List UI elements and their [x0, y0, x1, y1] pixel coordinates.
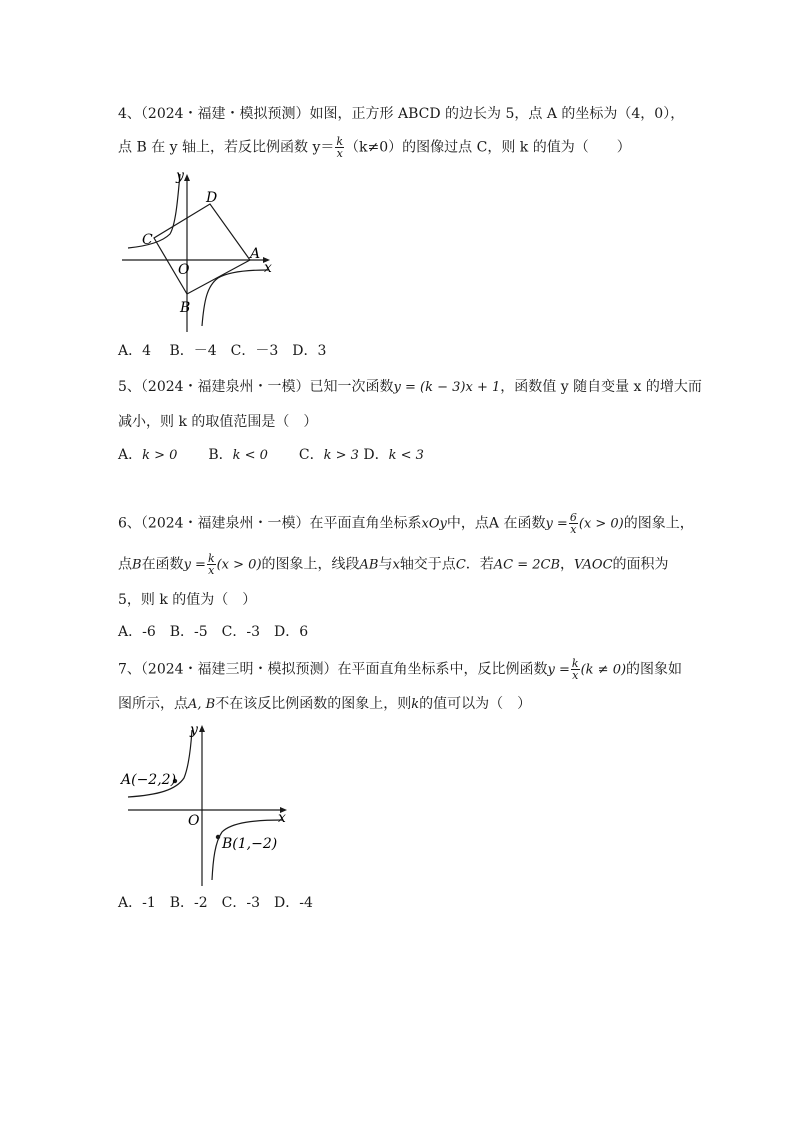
q6-xoy: xOy [421, 516, 447, 532]
q4-square-abcd [154, 204, 250, 294]
q4-label-x: x [264, 260, 272, 276]
q6-frac2-den: x [208, 564, 215, 577]
q5-line1-text-b: ，函数值 y 随自变量 x 的增大而 [500, 379, 702, 395]
q4-label-b: B [180, 300, 191, 316]
q7-line1-text-b: 的图象如 [626, 661, 683, 678]
q7-frac-den: x [572, 669, 579, 682]
q6-fraction-1 [569, 512, 578, 535]
q7-line2-text-b: 不在该反比例函数的图象上，则 [215, 696, 412, 712]
q6-fraction-2 [207, 553, 216, 576]
q6-line2-text-f: ．若 [465, 556, 494, 573]
q6-fn1-lhs: y = [545, 516, 568, 532]
q6-line2-text-a: 点 [118, 556, 132, 573]
q4-line2-text-a: 点 B 在 y 轴上，若反比例函数 y＝ [118, 139, 335, 156]
q5-options [118, 445, 424, 466]
q4-y-arrow [184, 174, 190, 181]
q4-line1: 4、（2024・福建・模拟预测）如图，正方形 ABCD 的边长为 5，点 A 的坐标为（4，0）， [118, 106, 685, 122]
q5-option-a-letter: A． [118, 447, 143, 463]
q7-options: A．-1 B．-2 C．-3 D．-4 [118, 895, 313, 911]
q6-line2-text-d: 与 [378, 556, 393, 573]
q7-frac-num: k [571, 657, 579, 670]
q7-points-ab: A, B [188, 697, 216, 712]
q4-line2 [118, 136, 631, 159]
q5-line1 [118, 377, 702, 398]
q6-options: A．-6 B．-5 C．-3 D．6 [118, 624, 309, 640]
q7-line1-text-a: 7、（2024・福建三明・模拟预测）在平面直角坐标系中，反比例函数 [118, 661, 548, 678]
q6-line2-text-c: 的图象上，线段 [261, 556, 360, 573]
q6-line2 [118, 553, 669, 576]
q7-label-y: y [190, 722, 198, 738]
q7-fraction [571, 658, 580, 681]
q7-line2-text-a: 图所示，点 [118, 696, 188, 712]
q4-label-c: C [142, 232, 153, 248]
q4-figure [118, 166, 288, 334]
q6-line3: 5，则 k 的值为（ ） [118, 592, 257, 608]
q7-label-b: B(1,−2) [222, 836, 278, 852]
q4-options: A．4 B．－4 C．－3 D．3 [118, 343, 327, 359]
q6-line1-text-c: 的图象上， [623, 515, 694, 532]
q6-x-axis-symbol: x [392, 557, 400, 573]
q5-option-c: k > 3 [323, 448, 359, 463]
q6-frac2-num: k [207, 552, 215, 565]
q6-line1 [118, 512, 694, 535]
q5-option-a: k > 0 [142, 448, 178, 463]
q6-segment-ab: AB [359, 557, 379, 573]
q5-option-b: k < 0 [232, 448, 268, 463]
q4-hyperbola-lower [202, 270, 268, 326]
q4-fraction [335, 136, 344, 159]
q5-option-b-letter: B． [208, 447, 233, 463]
q7-line2 [118, 694, 531, 715]
q7-y-arrow [199, 725, 205, 732]
q7-label-x: x [278, 810, 286, 826]
q4-label-y: y [176, 168, 184, 184]
q5-option-d-letter: D． [363, 447, 389, 463]
q5-line2: 减小，则 k 的取值范围是（ ） [118, 414, 318, 430]
q7-label-a: A(−2,2) [121, 772, 177, 788]
q6-line1-text-a: 6、（2024・福建泉州・一模）在平面直角坐标系 [118, 515, 422, 532]
q4-hyperbola-upper [128, 174, 180, 248]
q4-label-d: D [206, 190, 218, 206]
q6-line2-text-g: ， [560, 556, 575, 573]
q5-option-d: k < 3 [388, 448, 424, 463]
q7-figure [118, 720, 298, 886]
q6-line1-text-b: 中，点A 在函数 [446, 515, 546, 532]
q6-frac1-den: x [570, 523, 577, 536]
q5-line1-text-a: 5、（2024・福建泉州・一模）已知一次函数 [118, 379, 394, 395]
q4-label-a: A [250, 246, 261, 262]
q6-fn2-domain: (x > 0) [216, 557, 262, 573]
q5-option-c-letter: C． [298, 447, 324, 463]
q4-frac-num: k [336, 135, 344, 148]
q7-fn-lhs: y = [547, 662, 570, 678]
q7-label-o: O [188, 813, 200, 829]
q6-frac1-num: 6 [569, 511, 577, 524]
q7-line2-text-c: 的值可以为（ ） [419, 696, 532, 712]
q6-point-c: C [455, 557, 466, 573]
q6-line2-text-h: 的面积为 [612, 556, 669, 573]
q7-point-b-dot [216, 835, 220, 839]
q7-fn-condition: (k ≠ 0) [580, 662, 627, 678]
q7-k-symbol: k [411, 697, 420, 712]
q4-line2-text-b: （k≠0）的图像过点 C，则 k 的值为（ ） [345, 139, 631, 156]
q5-linear-function: y = (k − 3)x + 1 [393, 380, 501, 395]
q6-triangle-aoc: VAOC [574, 557, 613, 573]
q7-line1 [118, 658, 682, 681]
q6-fn1-domain: (x > 0) [578, 516, 624, 532]
q4-label-o: O [178, 262, 190, 278]
q6-line2-text-e: 轴交于点 [399, 556, 456, 573]
q6-line2-text-b: 在函数 [141, 556, 184, 573]
q6-ratio-equation: AC = 2CB [493, 557, 561, 573]
q4-frac-den: x [336, 147, 343, 160]
q6-fn2-lhs: y = [183, 557, 206, 573]
q6-point-b: B [132, 557, 142, 573]
